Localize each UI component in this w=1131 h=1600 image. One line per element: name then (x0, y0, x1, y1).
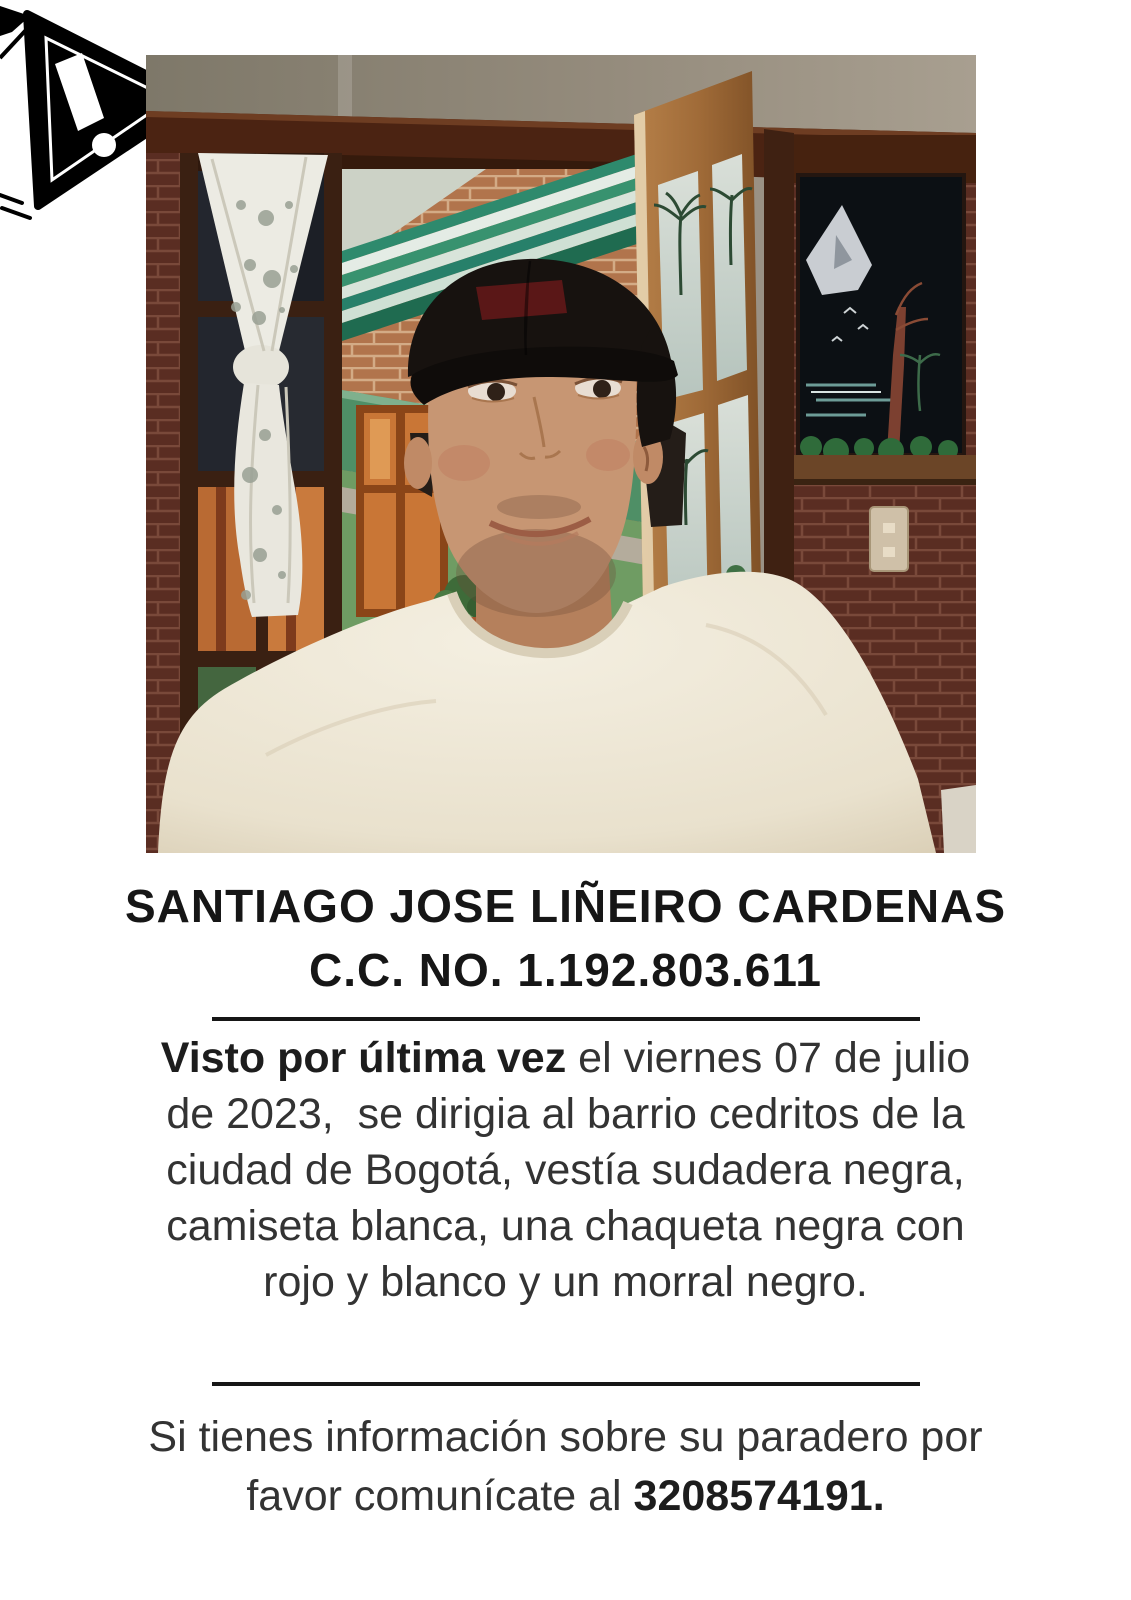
mantel-ledge (794, 455, 976, 479)
divider-top (212, 1017, 920, 1021)
contact-paragraph (0, 1408, 1131, 1526)
text-line: camiseta blanca, una chaqueta negra con (166, 1202, 965, 1250)
person-id-number: C.C. NO. 1.192.803.611 (309, 944, 822, 996)
missing-person-photo (146, 55, 976, 853)
left-ear (404, 437, 432, 489)
divider-bottom (212, 1382, 920, 1386)
name-heading (0, 874, 1131, 1002)
text-line: favor comunícate al 3208574191. (246, 1472, 885, 1520)
photo-scene (146, 55, 976, 853)
light-switch (870, 507, 908, 571)
paper-on-wall (941, 785, 976, 853)
motion-dashes (0, 195, 30, 218)
dark-painting (798, 175, 964, 464)
text-line: ciudad de Bogotá, vestía sudadera negra, (166, 1146, 965, 1194)
text-line: Si tienes información sobre su paradero por (148, 1413, 983, 1461)
text-line: Visto por última vez el viernes 07 de julio (160, 1034, 971, 1082)
text-line: rojo y blanco y un morral negro. (263, 1258, 868, 1306)
last-seen-paragraph (0, 1030, 1131, 1310)
text-line: de 2023, se dirigia al barrio cedritos de la (166, 1090, 965, 1138)
cap-logo-patch (476, 280, 567, 320)
person-name: SANTIAGO JOSE LIÑEIRO CARDENAS (124, 880, 1007, 932)
